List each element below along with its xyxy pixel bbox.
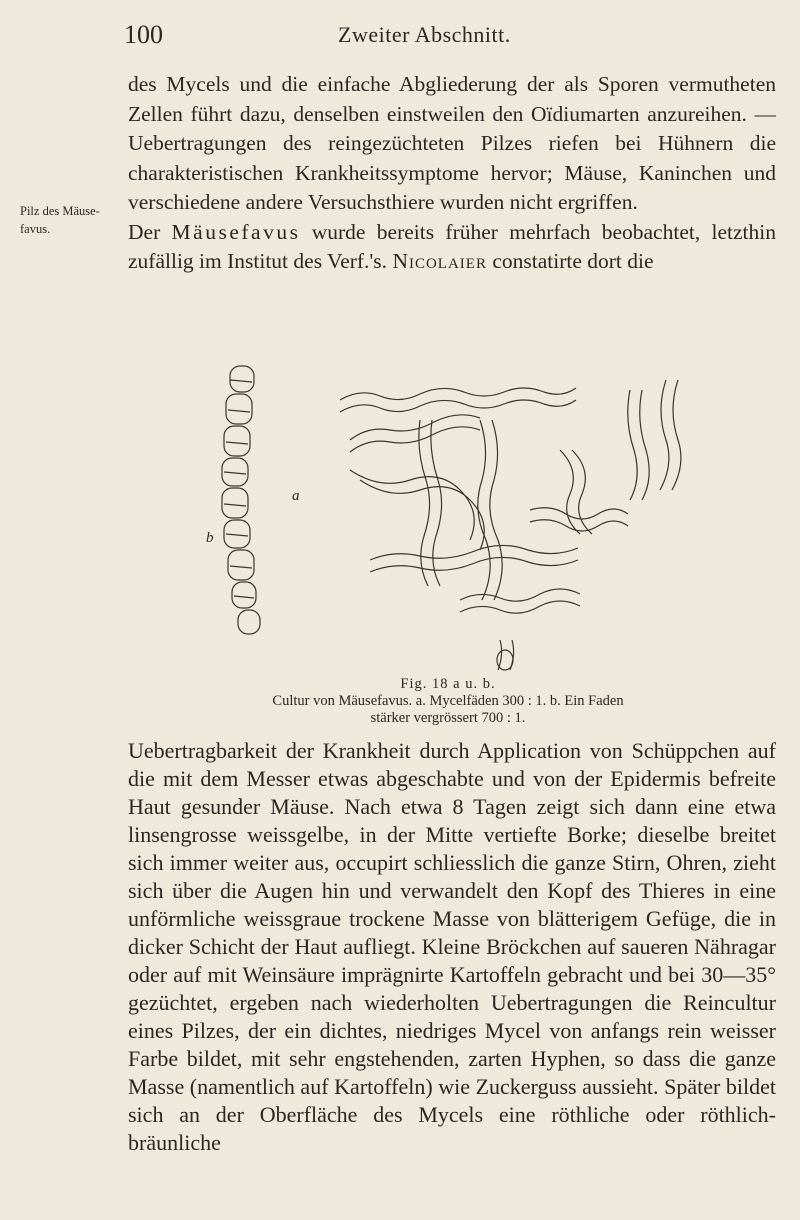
running-head: Zweiter Abschnitt.	[338, 22, 511, 47]
label-b: b	[206, 530, 214, 546]
margin-note-line-1: Pilz des Mäuse-	[20, 204, 100, 218]
mycelium-a-drawing	[340, 380, 681, 670]
paragraph-top	[128, 70, 776, 277]
paragraph-bottom: Uebertragbarkeit der Krankheit durch Application von Schüppchen auf die mit dem Messer etwas abgeschabte und von der Epidermis befreite Haut gesunder Mäuse. Nach etwa 8 Tagen zeigt sich dann eine etwa linsengrosse weissgelbe, in der Mitte vertiefte Borke; dieselbe breitet sich immer weiter aus, occupirt schliesslich die ganze Stirn, Ohren, zieht sich über die Augen hin und verwandelt den Kopf des Thieres in eine unförmliche weissgraue trockene Masse von blätterigem Gefüge, die in dicker Schicht der Haut aufliegt. Kleine Bröckchen auf saueren Nähragar oder auf mit Weinsäure imprägnirte Kartoffeln gebracht und bei 30—35° gezüchtet, ergeben nach wiederholten Uebertragungen die Reincultur eines Pilzes, der ein dichtes, niedriges Mycel von anfangs rein weisser Farbe bildet, mit sehr engstehenden, zarten Hyphen, so dass die ganze Masse (namentlich auf Kartoffeln) wie Zuckerguss aussieht. Später bildet sich an der Oberfläche des Mycels eine röthliche oder röthlich-bräunliche	[128, 738, 776, 1155]
page-number: 100	[124, 20, 163, 49]
filament-b-drawing	[222, 366, 260, 634]
author-name-nicolaier: Nicolaier	[392, 249, 487, 273]
term-maeusefavus: Mäusefavus	[171, 219, 301, 244]
paragraph-top-part2: constatirte dort die	[492, 249, 654, 273]
margin-note	[20, 202, 116, 238]
figure-caption	[168, 676, 728, 727]
paragraph-top-text: des Mycels und die einfache Abgliederung der als Sporen vermutheten Zellen führt dazu, denselben einstweilen den Oïdiumarten anzureihen. — Uebertragungen des reingezüchteten Pilzes riefen bei Hühnern die charakteristischen Krankheitssymptome hervor; Mäuse, Kaninchen und verschiedene andere Versuchsthiere wurden nicht ergriffen.	[128, 72, 776, 214]
mycelium-illustration	[200, 360, 740, 680]
paragraph-top-lead: Der	[128, 219, 161, 244]
caption-line-2: stärker vergrössert 700 : 1.	[370, 710, 526, 726]
paragraph-top-part1: wurde bereits früher mehrfach beobachtet, letzthin zufällig im Institut des Verf.'s.	[128, 219, 777, 273]
label-a: a	[292, 488, 300, 504]
figure-18	[200, 360, 740, 680]
caption-line-1: Cultur von Mäusefavus. a. Mycelfäden 300 : 1. b. Ein Faden	[272, 693, 624, 709]
margin-note-line-2: favus.	[20, 222, 51, 236]
caption-title: Fig. 18 a u. b.	[400, 676, 496, 692]
